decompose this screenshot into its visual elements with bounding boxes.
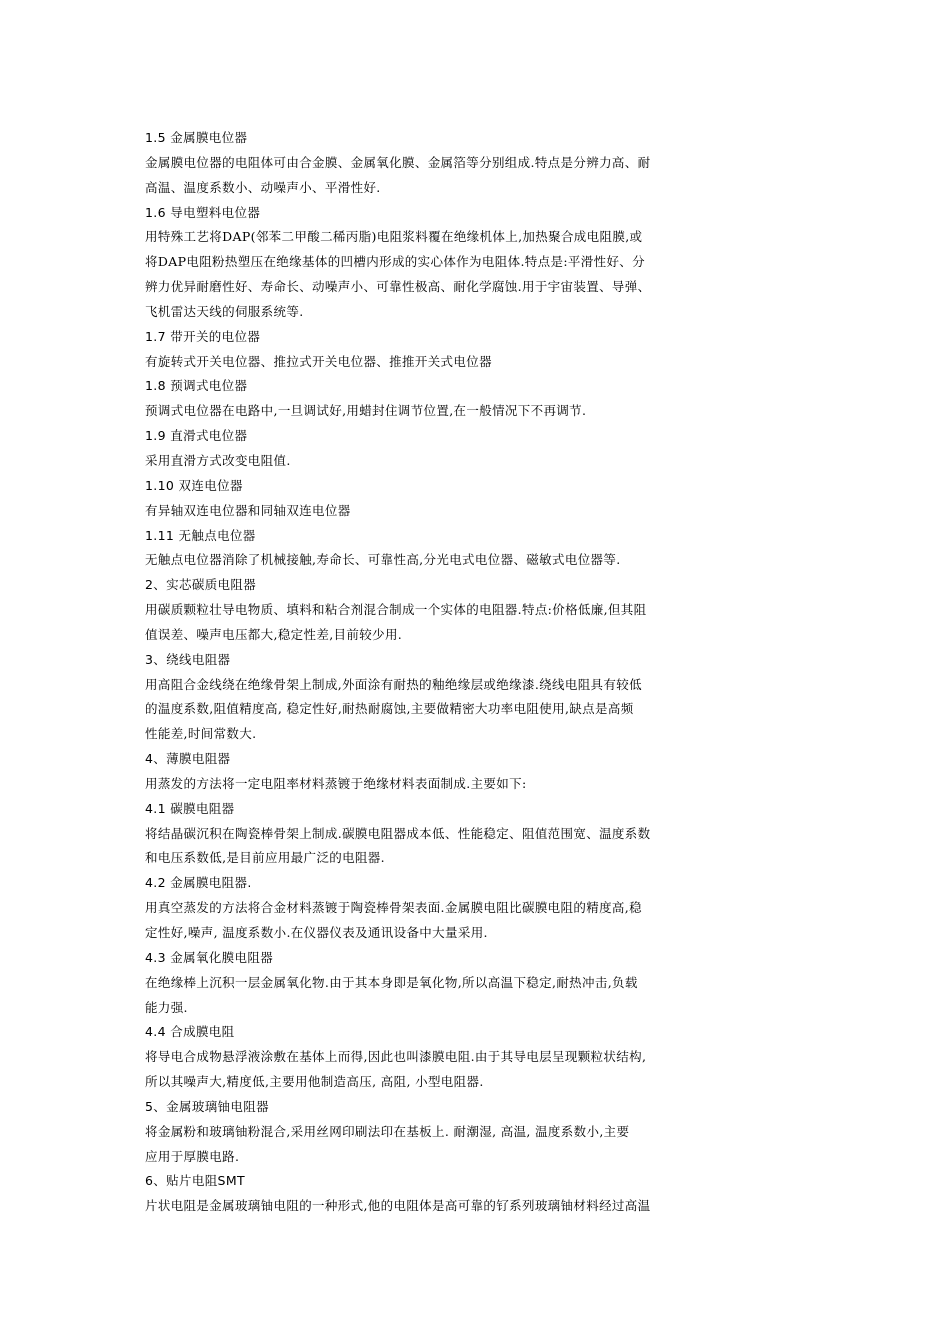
paragraph-line: 有异轴双连电位器和同轴双连电位器: [145, 502, 351, 518]
section-heading: 1.10 双连电位器: [145, 477, 243, 493]
paragraph-line: 用真空蒸发的方法将合金材料蒸镀于陶瓷棒骨架表面.金属膜电阻比碳膜电阻的精度高,稳: [145, 900, 642, 916]
paragraph-line: 无触点电位器消除了机械接触,寿命长、可靠性高,分光电式电位器、磁敏式电位器等.: [145, 552, 621, 568]
section-heading: 4、薄膜电阻器: [145, 751, 231, 767]
section-heading: 3、绕线电阻器: [145, 651, 231, 667]
paragraph-line: 用特殊工艺将DAP(邻苯二甲酸二稀丙脂)电阻浆料覆在绝缘机体上,加热聚合成电阻膜,或: [145, 229, 643, 245]
paragraph-line: 和电压系数低,是目前应用最广泛的电阻器.: [145, 850, 385, 866]
section-heading: 1.9 直滑式电位器: [145, 428, 248, 444]
paragraph-line: 用高阻合金线绕在绝缘骨架上制成,外面涂有耐热的釉绝缘层或绝缘漆.绕线电阻具有较低: [145, 676, 642, 692]
paragraph-line: 用蒸发的方法将一定电阻率材料蒸镀于绝缘材料表面制成.主要如下:: [145, 775, 527, 791]
paragraph-line: 的温度系数,阻值精度高, 稳定性好,耐热耐腐蚀,主要做精密大功率电阻使用,缺点是高频: [145, 701, 634, 717]
section-heading: 4.2 金属膜电阻器.: [145, 875, 252, 891]
document-page: [145, 126, 809, 1219]
paragraph-line: 将导电合成物悬浮液涂敷在基体上而得,因此也叫漆膜电阻.由于其导电层呈现颗粒状结构,: [145, 1049, 647, 1065]
paragraph-line: 定性好,噪声, 温度系数小.在仪器仪表及通讯设备中大量采用.: [145, 925, 488, 940]
section-heading: 5、金属玻璃铀电阻器: [145, 1098, 269, 1114]
section-heading: 1.11 无触点电位器: [145, 527, 256, 543]
section-heading: 6、贴片电阻SMT: [145, 1173, 245, 1189]
paragraph-line: 在绝缘棒上沉积一层金属氧化物.由于其本身即是氧化物,所以高温下稳定,耐热冲击,负载: [145, 974, 638, 990]
section-heading: 1.5 金属膜电位器: [145, 130, 248, 145]
section-heading: 4.1 碳膜电阻器: [145, 800, 235, 816]
paragraph-line: 将结晶碳沉积在陶瓷棒骨架上制成.碳膜电阻器成本低、性能稳定、阻值范围宽、温度系数: [145, 825, 651, 841]
paragraph-line: 应用于厚膜电路.: [145, 1148, 240, 1164]
paragraph-line: 高温、温度系数小、动噪声小、平滑性好.: [145, 179, 381, 195]
paragraph-line: 性能差,时间常数大.: [145, 726, 257, 742]
paragraph-line: 用碳质颗粒壮导电物质、填料和粘合剂混合制成一个实体的电阻器.特点:价格低廉,但其阻: [145, 602, 647, 618]
section-heading: 4.3 金属氧化膜电阻器: [145, 949, 274, 965]
section-heading: 1.6 导电塑料电位器: [145, 204, 261, 220]
paragraph-line: 金属膜电位器的电阻体可由合金膜、金属氧化膜、金属箔等分别组成.特点是分辨力高、耐: [145, 154, 651, 170]
paragraph-line: 有旋转式开关电位器、推拉式开关电位器、推推开关式电位器: [145, 353, 492, 369]
paragraph-line: 采用直滑方式改变电阻值.: [145, 452, 291, 468]
paragraph-line: 将金属粉和玻璃铀粉混合,采用丝网印刷法印在基板上. 耐潮湿, 高温, 温度系数小,主要: [145, 1123, 630, 1139]
section-heading: 1.7 带开关的电位器: [145, 328, 261, 344]
paragraph-line: 片状电阻是金属玻璃铀电阻的一种形式,他的电阻体是高可靠的钌系列玻璃铀材料经过高温: [145, 1198, 651, 1214]
paragraph-line: 能力强.: [145, 999, 188, 1015]
section-heading: 1.8 预调式电位器: [145, 378, 248, 394]
section-heading: 2、实芯碳质电阻器: [145, 577, 257, 593]
section-heading: 4.4 合成膜电阻: [145, 1024, 235, 1040]
paragraph-line: 预调式电位器在电路中,一旦调试好,用蜡封住调节位置,在一般情况下不再调节.: [145, 403, 587, 419]
paragraph-line: 将DAP电阻粉热塑压在绝缘基体的凹槽内形成的实心体作为电阻体.特点是:平滑性好、分: [145, 254, 645, 270]
paragraph-line: 所以其噪声大,精度低,主要用他制造高压, 高阻, 小型电阻器.: [145, 1074, 484, 1090]
paragraph-line: 飞机雷达天线的伺服系统等.: [145, 303, 304, 319]
paragraph-line: 辨力优异耐磨性好、寿命长、动噪声小、可靠性极高、耐化学腐蚀.用于宇宙装置、导弹、: [145, 279, 651, 295]
paragraph-line: 值误差、噪声电压都大,稳定性差,目前较少用.: [145, 626, 403, 642]
